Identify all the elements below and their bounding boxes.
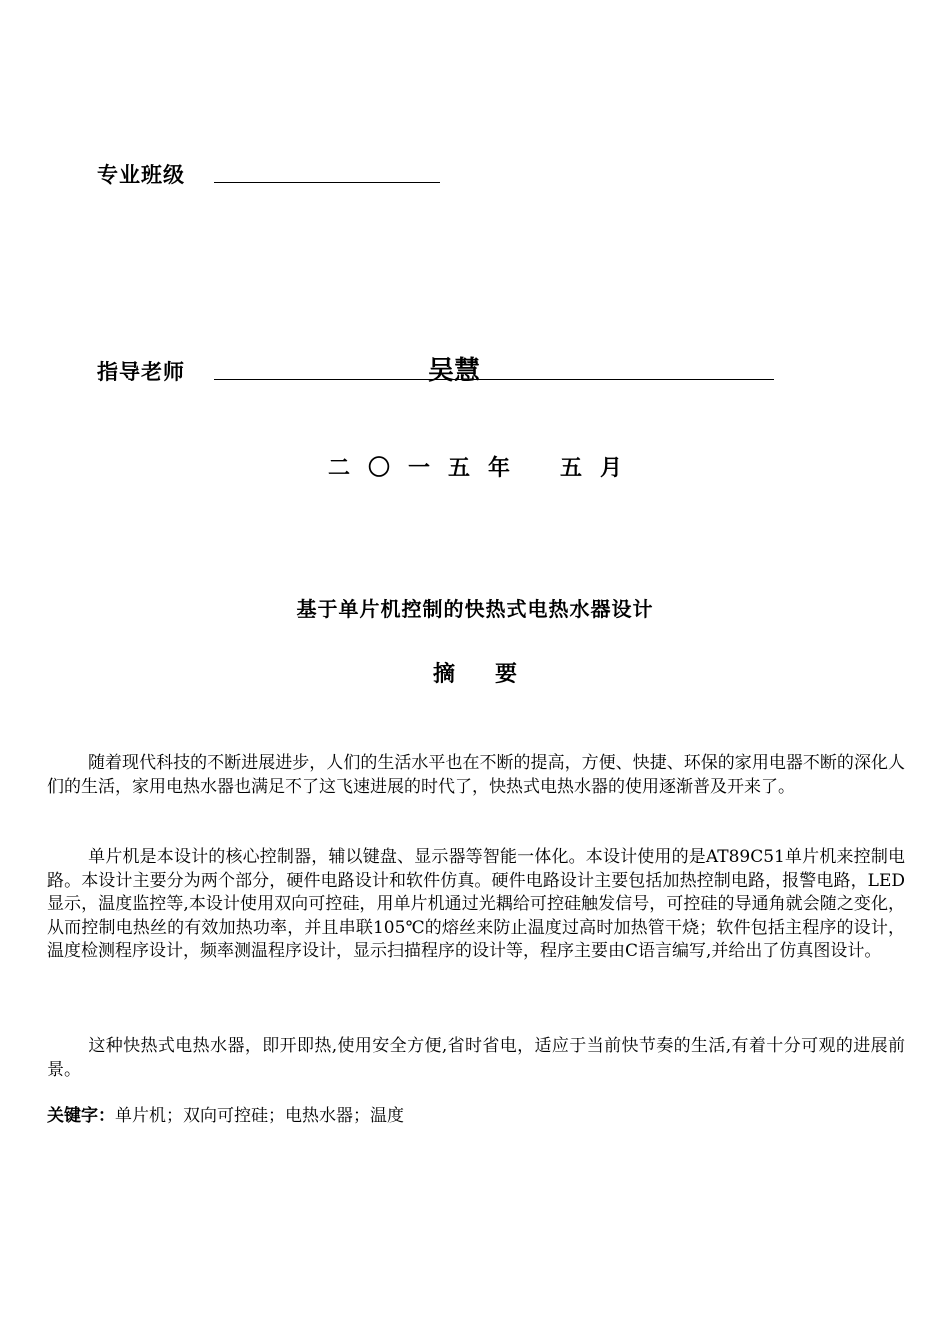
date-char: 五 [447,456,470,481]
abstract-heading [0,657,950,688]
paragraph-text: 单片机是本设计的核心控制器，辅以键盘、显示器等智能一体化。本设计使用的是AT89C51单片机来控制电路。本设计主要分为两个部分，硬件电路设计和软件仿真。硬件电路设计主要包括加热控制电路，报警电路，LED显示，温度监控等,本设计使用双向可控硅，用单片机通过光耦给可控硅触发信号，可控硅的导通角就会随之变化，从而控制电热丝的有效加热功率，并且串联105℃的熔丝来防止温度过高时加热管干烧；软件包括主程序的设计，温度检测程序设计，频率测温程序设计，显示扫描程序的设计等，程序主要由C语言编写,并给出了仿真图设计。 [47,847,905,961]
keywords-value: 单片机；双向可控硅；电热水器；温度 [115,1106,404,1126]
keywords-line [47,1101,404,1126]
major-class-label: 专业班级 [97,163,185,187]
date-char: 〇 [367,456,390,481]
thesis-title: 基于单片机控制的快热式电热水器设计 [296,597,654,621]
abstract-heading-char: 要 [495,662,518,687]
advisor-name: 吴慧 [428,356,481,386]
abstract-heading-char: 摘 [432,662,455,687]
paragraph-text: 随着现代科技的不断进展进步，人们的生活水平也在不断的提高，方便、快捷、环保的家用电器不断的深化人们的生活，家用电热水器也满足不了这飞速进展的时代了，快热式电热水器的使用逐渐普及开来了。 [47,753,905,797]
abstract-paragraph-2 [47,846,905,964]
abstract-paragraph-1 [47,752,905,799]
date-char: 年 [488,456,511,481]
abstract-paragraph-3 [47,1035,905,1082]
date-char: 月 [600,456,623,481]
date-char: 一 [407,456,430,481]
date-char: 二 [327,456,350,481]
cover-date [0,451,950,482]
paragraph-text: 这种快热式电热水器，即开即热,使用安全方便,省时省电，适应于当前快节奏的生活,有着十分可观的进展前景。 [47,1036,905,1080]
major-class-underline [214,182,440,183]
date-char: 五 [560,456,583,481]
keywords-label: 关键字： [47,1106,115,1126]
advisor-label: 指导老师 [97,360,185,384]
advisor-underline [214,379,774,380]
